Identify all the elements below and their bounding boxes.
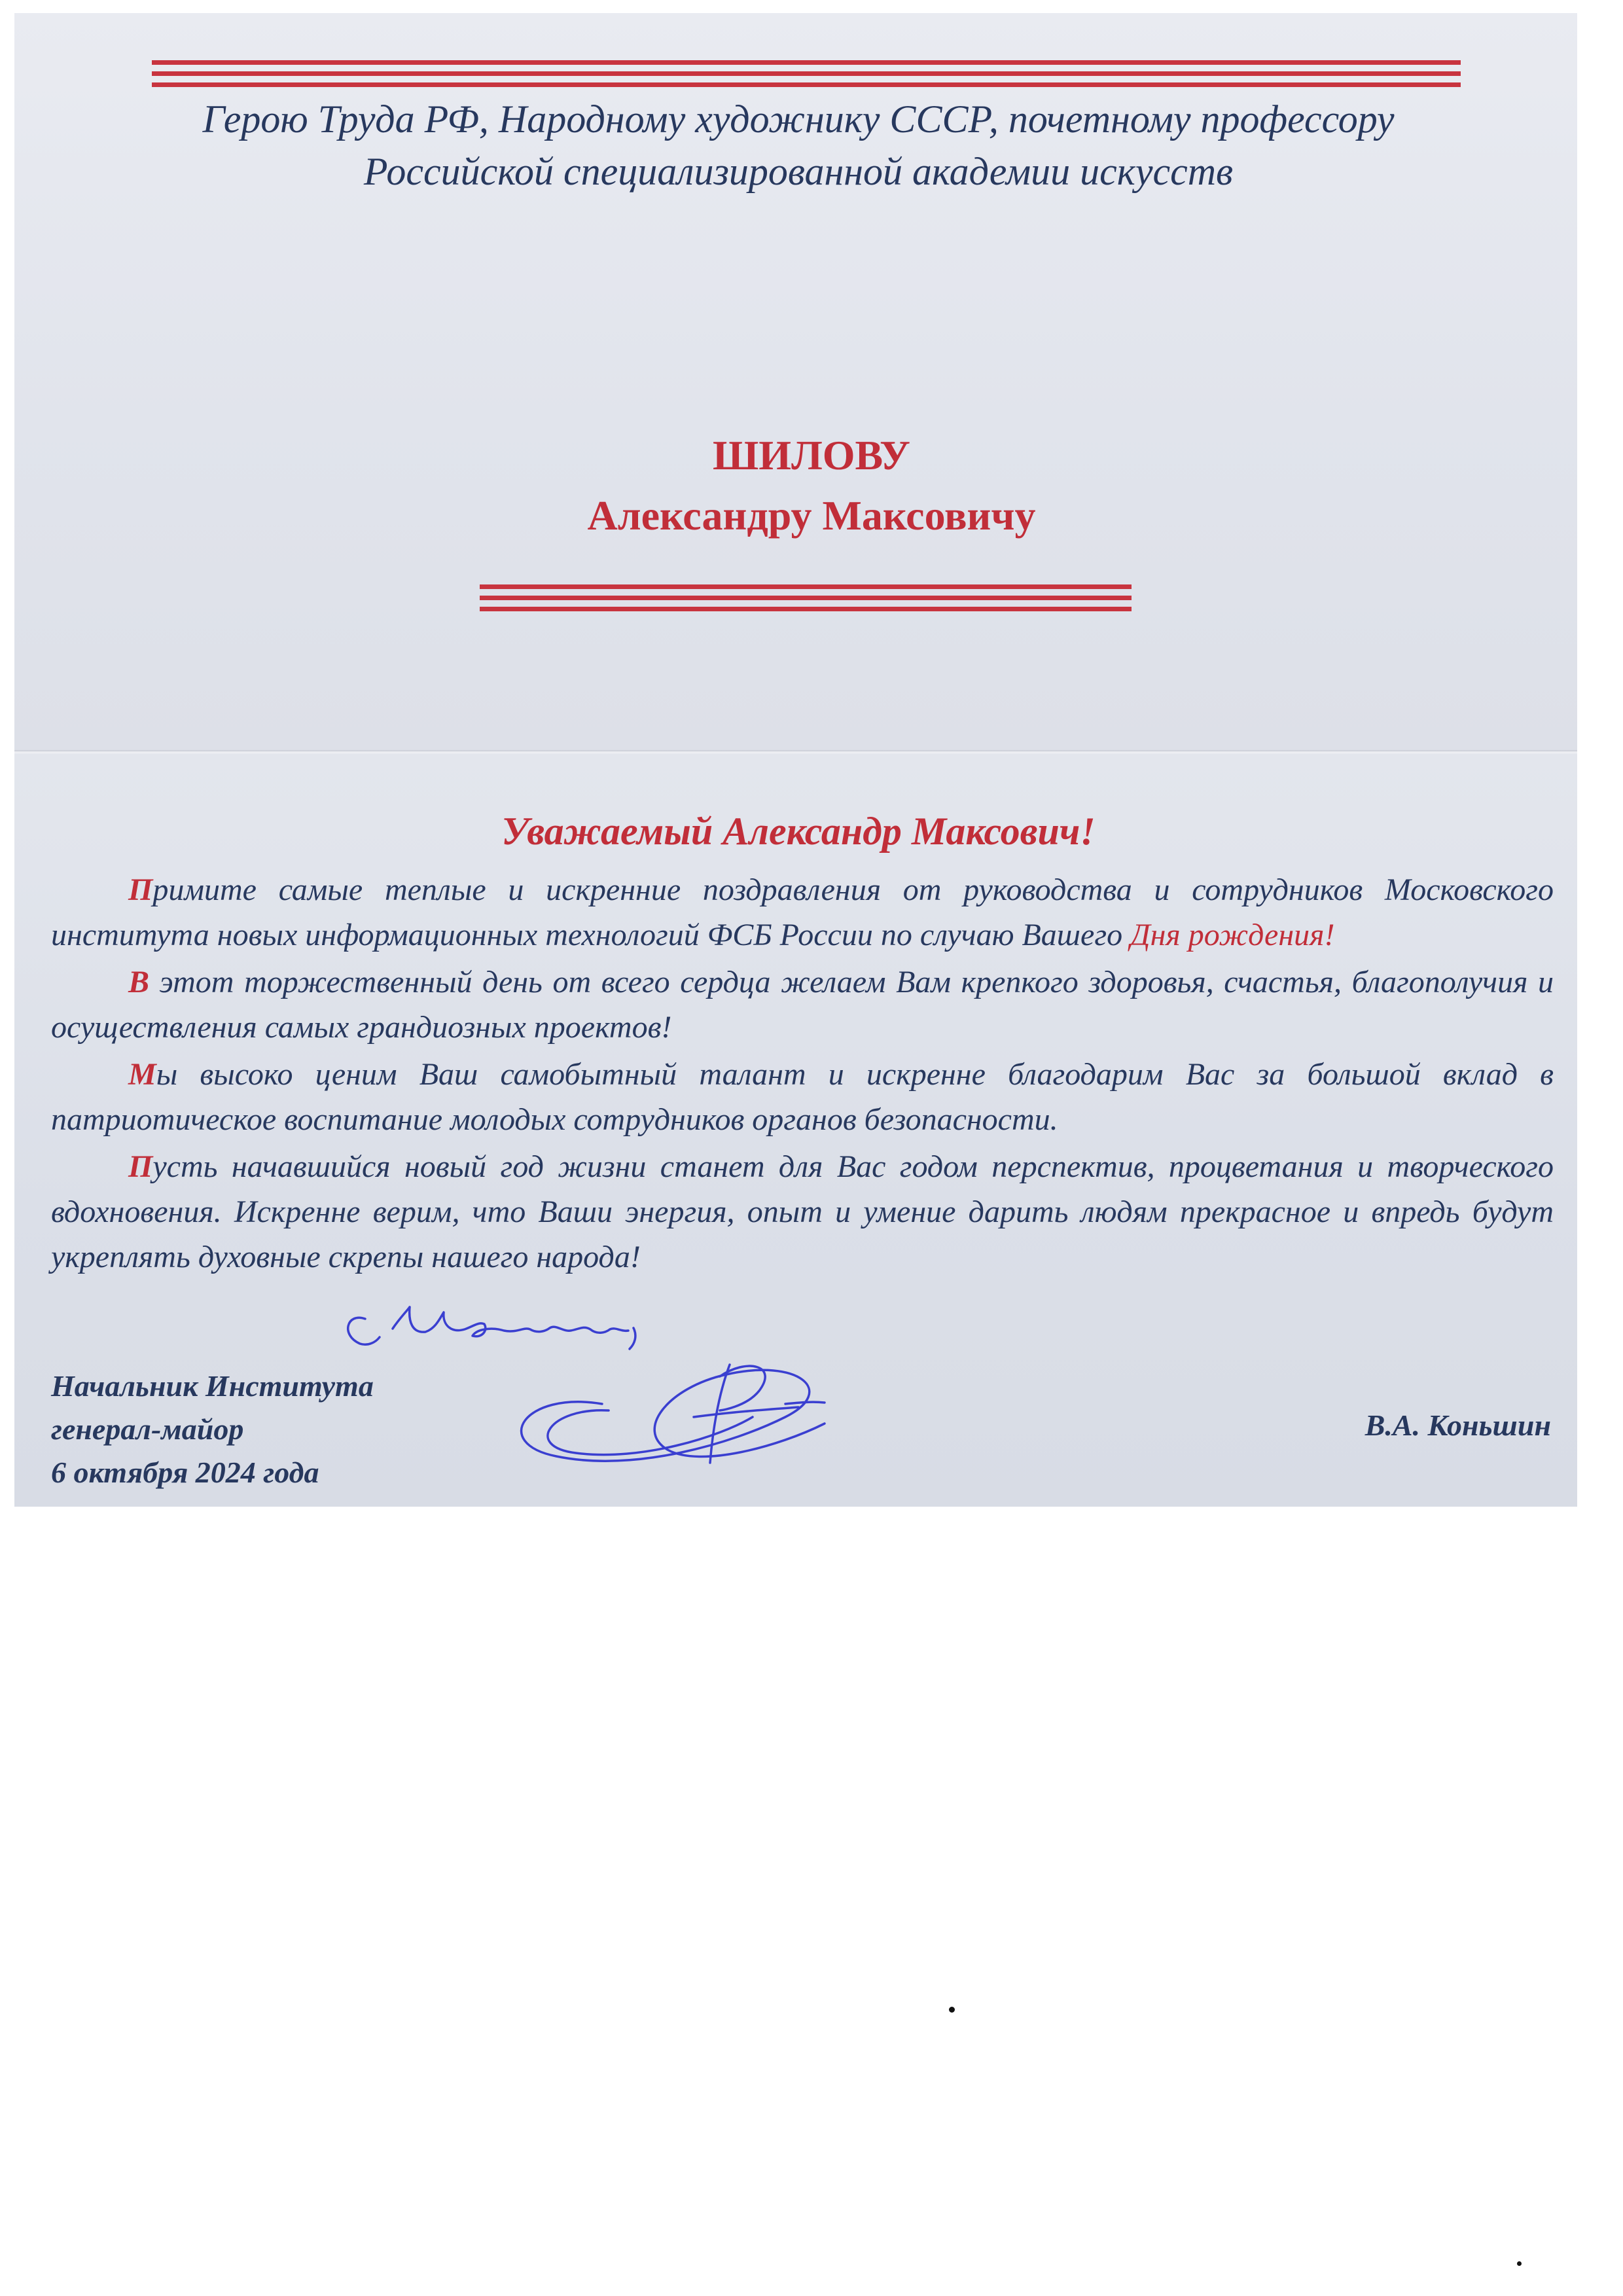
paragraph-text: ы высоко ценим Ваш самобытный талант и искренне благодарим Вас за большой вклад в патриотическое воспитание молодых сотрудников органов безопасности. [51, 1057, 1554, 1137]
paragraph-3 [51, 1052, 1554, 1142]
paragraph-4 [51, 1144, 1554, 1280]
paragraph-text: этот торжественный день от всего сердца желаем Вам крепкого здоровья, счастья, благополучия и осуществления самых грандиозных проектов! [51, 965, 1554, 1045]
paragraph-text: усть начавшийся новый год жизни станет для Вас годом перспектив, процветания и творческого вдохновения. Искренне верим, что Ваши энергия, опыт и умение дарить людям прекрасное и впредь будут укреплять духовные скрепы нашего народа! [51, 1149, 1554, 1274]
birthday-highlight: Дня рождения! [1130, 918, 1335, 952]
signature-stroke [548, 1410, 753, 1455]
recipient-block [275, 425, 1348, 546]
paragraph-initial: В [128, 965, 150, 999]
signer-position-1: Начальник Института [51, 1369, 374, 1403]
signer-position-2: генерал-майор [51, 1412, 244, 1446]
recipient-decorative-rule [480, 584, 1132, 611]
salutation: Уважаемый Александр Максович! [501, 810, 1096, 853]
paragraph-initial: М [128, 1057, 156, 1092]
signature-block [51, 1365, 374, 1494]
letter-body [51, 867, 1554, 1282]
rule-line [480, 584, 1132, 589]
rule-line [152, 60, 1461, 65]
paragraph-initial: П [128, 872, 153, 907]
scan-speck [949, 2007, 955, 2013]
scan-speck [1517, 2261, 1522, 2266]
rule-line [152, 82, 1461, 87]
paragraph-text: римите самые теплые и искренние поздравления от руководства и сотрудников Московского института новых информационных технологий ФСБ России по случаю Вашего [51, 872, 1554, 952]
paragraph-1 [51, 867, 1554, 958]
paragraph-2 [51, 960, 1554, 1050]
handwritten-signature [327, 1293, 1047, 1489]
handwritten-note-stroke [630, 1328, 635, 1349]
recipient-name: Александру Максовичу [587, 492, 1036, 539]
honorific-header [79, 93, 1518, 198]
handwritten-note-stroke [348, 1318, 380, 1344]
rule-line [152, 71, 1461, 76]
paragraph-initial: П [128, 1149, 153, 1184]
signer-name: В.А. Коньшин [1364, 1408, 1551, 1442]
honorific-line-2: Российской специализированной академии искусств [363, 150, 1234, 193]
rule-line [480, 607, 1132, 611]
top-decorative-rule [152, 60, 1461, 87]
recipient-surname: ШИЛОВУ [713, 432, 910, 478]
signature-date: 6 октября 2024 года [51, 1456, 319, 1489]
rule-line [480, 596, 1132, 600]
honorific-line-1: Герою Труда РФ, Народному художнику СССР, почетному профессору [202, 98, 1395, 141]
card-fold-line [14, 750, 1577, 754]
handwritten-note-stroke [393, 1307, 628, 1336]
